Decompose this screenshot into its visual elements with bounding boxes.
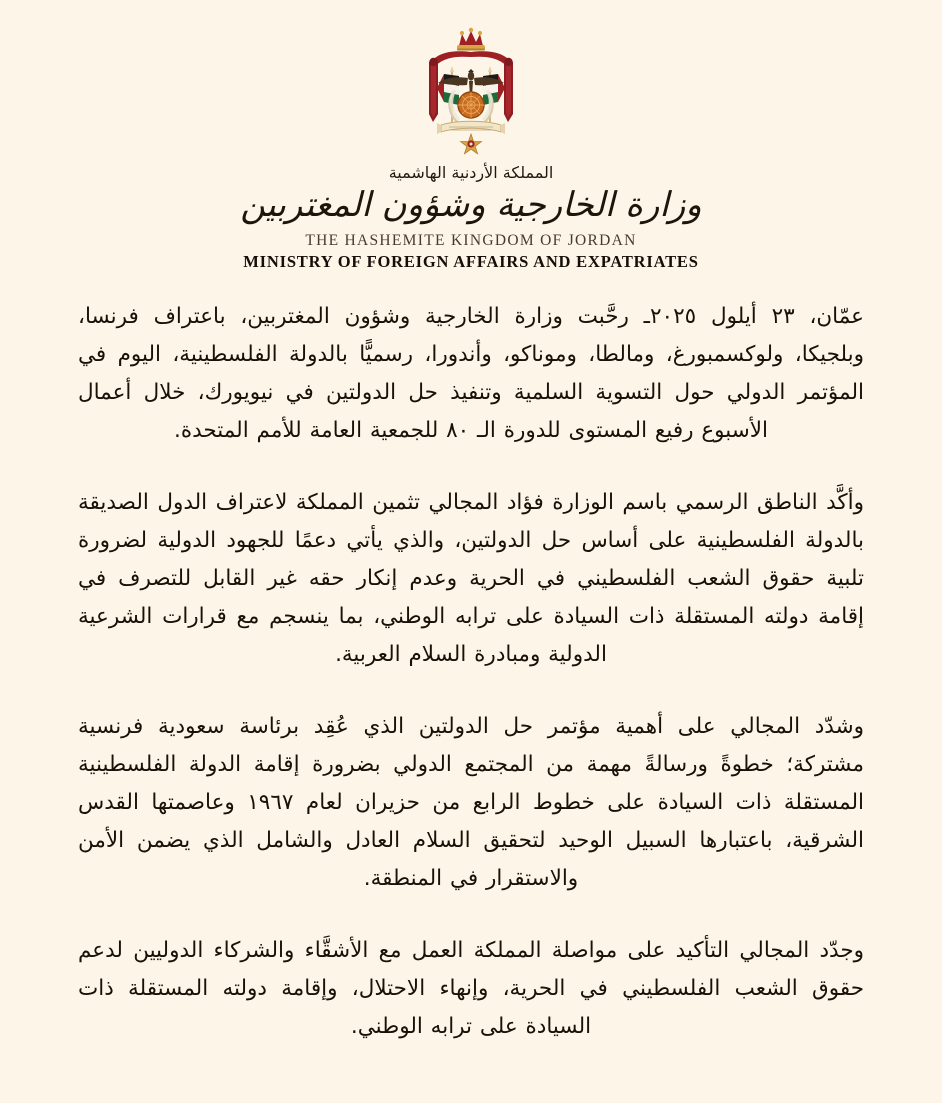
statement-paragraph: وشدّد المجالي على أهمية مؤتمر حل الدولتين الذي عُقِد برئاسة سعودية فرنسية مشتركة؛ خطوةً ورسالةً مهمة من المجتمع الدولي بضرورة إقامة الدولة الفلسطينية المستقلة ذات السيادة على خطوط الرابع من حزيران لعام ١٩٦٧ وعاصمتها القدس الشرقية، باعتبارها السبيل الوحيد لتحقيق السلام العادل والشامل الذي يضمن الأمن والاستقرار في المنطقة. (78, 714, 864, 892)
letterhead-kingdom-arabic: المملكة الأردنية الهاشمية (388, 163, 554, 182)
statement-paragraph: وأكَّد الناطق الرسمي باسم الوزارة فؤاد المجالي تثمين المملكة لاعتراف الدول الصديقة بالدولة الفلسطينية على أساس حل الدولتين، والذي يأتي دعمًا للجهود الدولية لضرورة تلبية حقوق الشعب الفلسطيني في الحرية وعدم إنكار حقه غير القابل للتصرف في إقامة دولته المستقلة ذات السيادة على ترابه الوطني، بما ينسجم مع قرارات الشرعية الدولية ومبادرة السلام العربية. (78, 490, 864, 668)
letterhead-kingdom-english: THE HASHEMITE KINGDOM OF JORDAN (305, 232, 637, 250)
letterhead-ministry-arabic: وزارة الخارجية وشؤون المغتربين (240, 184, 702, 225)
statement-paragraph: عمّان، ٢٣ أيلول ٢٠٢٥ـ رحَّبت وزارة الخارجية وشؤون المغتربين، باعتراف فرنسا، وبلجيكا، ولوكسمبورغ، ومالطا، وموناكو، وأندورا، رسميًّا بالدولة الفلسطينية، اليوم في المؤتمر الدولي حول التسوية السلمية وتنفيذ حل الدولتين في نيويورك، خلال أعمال الأسبوع رفيع المستوى للدورة الـ ٨٠ للجمعية العامة للأمم المتحدة. (78, 304, 864, 444)
letterhead (0, 0, 942, 272)
jordan-coat-of-arms-icon (407, 26, 535, 158)
statement-paragraph: وجدّد المجالي التأكيد على مواصلة المملكة العمل مع الأشقَّاء والشركاء الدوليين لدعم حقوق الشعب الفلسطيني في الحرية، وإنهاء الاحتلال، وإقامة دولته المستقلة ذات السيادة على ترابه الوطني. (78, 938, 864, 1040)
letterhead-ministry-english: MINISTRY OF FOREIGN AFFAIRS AND EXPATRIATES (243, 252, 699, 272)
statement-body (78, 298, 864, 1046)
